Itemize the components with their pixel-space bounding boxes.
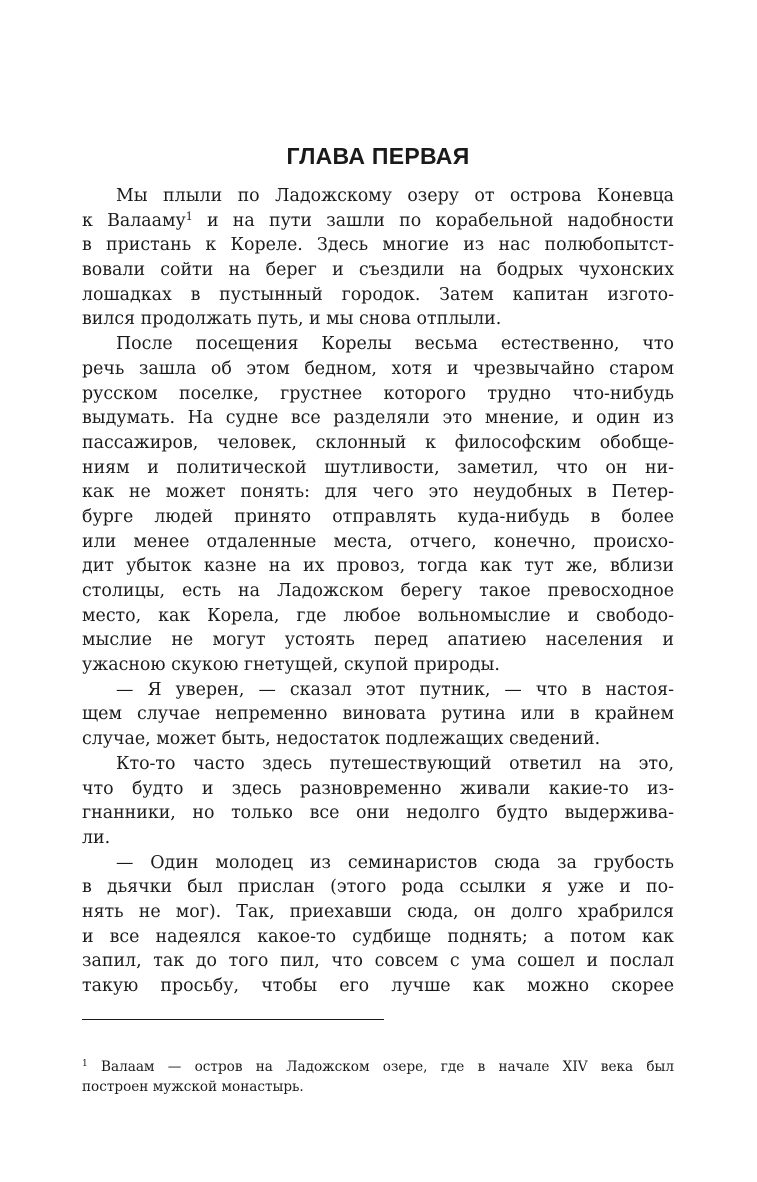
text-line: как не может понять: для чего это неудобных в Петер- [82, 482, 674, 503]
text-line: щем случае непременно виновата рутина или в крайнем [82, 704, 674, 725]
text-line [82, 209, 674, 234]
text-line: русском поселке, грустнее которого трудно что-нибудь [82, 383, 674, 404]
text-line: столицы, есть на Ладожском берегу такое превосходное [82, 581, 674, 601]
text-line: что будто и здесь разновременно живали какие-то из- [82, 778, 674, 799]
footnote-reference[interactable]: 1 [185, 209, 193, 223]
text-line: ужасною скукою гнетущей, скупой природы. [82, 655, 500, 676]
text-line: вился продолжать путь, и мы снова отплыли. [82, 309, 502, 330]
text-line: нять не мог). Так, приехавши сюда, он долго храбрился [82, 901, 674, 922]
footnote-marker: 1 [82, 1059, 88, 1069]
footnote-divider [82, 1019, 384, 1020]
text-line: ниям и политической шутливости, заметил, что он ни- [82, 457, 674, 478]
text-line: такую просьбу, чтобы его лучше как можно скорее [82, 976, 674, 996]
text-line: вовали сойти на берег и съездили на бодрых чухонских [82, 260, 674, 281]
text-line: Кто-то часто здесь путешествующий ответил на это, [116, 753, 674, 774]
chapter-title: ГЛАВА ПЕРВАЯ [286, 143, 470, 169]
text-line: в пристань к Кореле. Здесь многие из нас полюбопытст- [82, 235, 674, 256]
footnote-text: Валаам — остров на Ладожском озере, где в начале XIV века был [87, 1059, 674, 1075]
text-line: и все надеялся какое-то судбище поднять; а потом как [82, 926, 674, 947]
text-line: речь зашла об этом бедном, хотя и чрезвычайно старом [82, 358, 674, 379]
footnote-line [82, 1058, 674, 1078]
text-line: гнанники, но только все они недолго будто выдержива- [82, 803, 674, 824]
text-line: место, как Корела, где любое вольномыслие и свободо- [82, 605, 674, 626]
text-line: — Я уверен, — сказал этот путник, — что в настоя- [116, 679, 674, 700]
text-line: пассажиров, человек, склонный к философским обобще- [82, 432, 674, 453]
text-line: дит убыток казне на их провоз, тогда как тут же, вблизи [82, 556, 674, 577]
chapter-body [82, 184, 674, 999]
text-line: запил, так до того пил, что совсем с ума сошел и послал [82, 951, 674, 972]
footnote-line: построен мужской монастырь. [82, 1078, 304, 1095]
text-line: в дьячки был прислан (этого рода ссылки я уже и по- [82, 877, 674, 898]
text-fragment: и на пути зашли по корабельной надобности [192, 210, 674, 231]
text-line: лошадках в пустынный городок. Затем капитан изгото- [82, 284, 674, 305]
text-line: После посещения Корелы весьма естественно, что [116, 334, 674, 355]
text-fragment: к Валааму [82, 210, 186, 231]
text-line: выдумать. На судне все разделяли это мнение, и один из [82, 408, 674, 429]
text-line: Мы плыли по Ладожскому озеру от острова Коневца [116, 186, 674, 206]
text-line: мыслие не могут устоять перед апатиею населения и [82, 630, 674, 651]
text-line: случае, может быть, недостаток подлежащих сведений. [82, 729, 601, 750]
text-line: ли. [82, 827, 111, 848]
text-line: — Один молодец из семинаристов сюда за грубость [116, 852, 674, 873]
footnote [82, 1058, 674, 1097]
text-line: бурге людей принято отправлять куда-нибудь в более [82, 506, 674, 527]
text-line: или менее отдаленные места, отчего, конечно, происхо- [82, 531, 674, 552]
